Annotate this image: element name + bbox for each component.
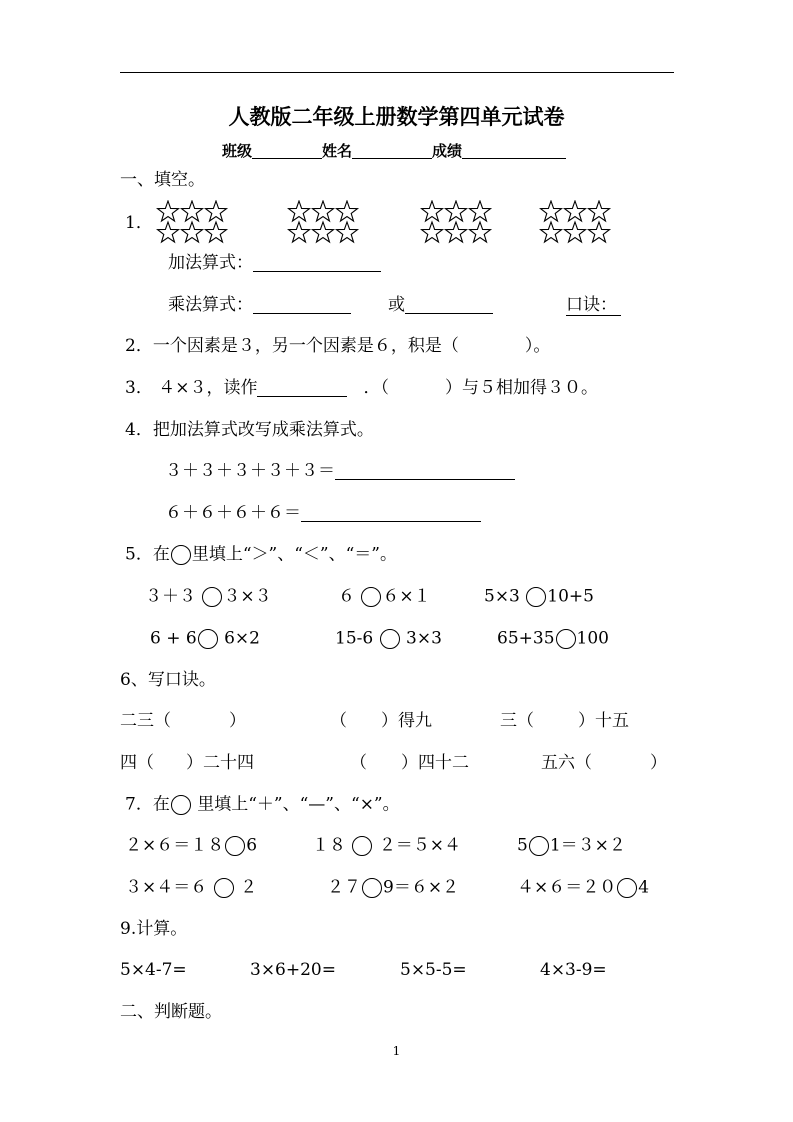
q7-text-end: 里填上“＋”、“—”、“×”。 [197,794,400,815]
class-blank[interactable] [252,142,322,159]
q3 [125,380,598,397]
star-icon [313,222,334,242]
multiply-blank-2[interactable] [405,297,493,314]
operator-circle[interactable] [214,878,234,898]
q7-left: １８ [312,835,346,856]
q7-right: 1＝３×２ [549,835,626,856]
q7-text: 7．在 [125,794,170,815]
q6-title: 6、写口诀。 [120,670,216,690]
q2-text: 2．一个因素是３，另一个因素是６，积是（ [125,336,459,356]
star-icon [541,222,562,242]
star-icon [422,201,443,221]
q9-item-1: 5×4-7= [120,960,187,980]
q5-right: ６×１ [382,586,431,607]
star-icon [182,222,203,242]
q6-text: （ [330,711,347,731]
star-icon [182,201,203,221]
q4-expr-1-text: ３＋３＋３＋３＋３＝ [165,461,335,481]
star-icon [206,222,227,242]
q6-text: ）四十二 [401,753,469,773]
q7-left: 5 [517,835,528,856]
section-1-title: 一、填空。 [120,170,205,190]
q6-r2-c [541,755,667,772]
operator-circle[interactable] [529,836,549,856]
star-icon [313,201,334,221]
star-group-2 [287,200,361,244]
q1-or-line [388,297,493,314]
rhyme-label[interactable]: 口诀： [566,295,621,316]
star-icon [422,222,443,242]
score-blank[interactable] [462,142,566,159]
q7-item-6 [517,878,649,898]
operator-circle[interactable] [617,878,637,898]
q7-item-3 [517,836,626,856]
q6-text: ）十五 [578,711,629,731]
circle-icon [171,795,191,815]
q6-text: ） [650,753,667,773]
q6-r2-b [350,755,469,772]
page-number: 1 [392,1044,401,1058]
q4-expr-2 [165,505,481,522]
q5-item-2 [338,587,431,607]
q1-addition-line [168,255,381,272]
operator-circle[interactable] [225,836,245,856]
multiply-blank-1[interactable] [253,297,351,314]
q3-read-blank[interactable] [257,380,347,397]
star-icon [337,222,358,242]
q7-right: 9＝６×２ [383,877,460,898]
page-title: 人教版二年级上册数学第四单元试卷 [228,104,565,129]
star-icon [289,201,310,221]
q7-item-4 [125,878,257,898]
star-icon [337,201,358,221]
info-line [222,142,566,159]
star-icon [289,222,310,242]
q6-r1-a [120,713,246,730]
q5-left: 15-6 [335,628,374,649]
q6-text: 五六（ [541,753,592,773]
q9-item-2: 3×6+20= [250,960,336,980]
star-icon [446,222,467,242]
q1-rhyme-line [566,297,621,314]
star-icon [589,201,610,221]
q7-right: 6 [246,835,258,856]
q5-left: ６ [338,586,355,607]
q5-left: 5×3 [484,586,520,607]
q5-title [125,545,397,565]
star-icon [470,201,491,221]
or-label: 或 [388,295,405,315]
score-label: 成绩 [432,142,463,160]
compare-circle[interactable] [380,629,400,649]
q5-item-4 [150,629,260,649]
q5-right: 3×3 [406,628,442,649]
q4-blank-1[interactable] [335,463,515,480]
q6-text: 三（ [500,711,534,731]
addition-blank[interactable] [253,255,381,272]
q5-right: 100 [576,628,609,649]
q5-left: 6 + 6 [150,628,197,649]
q3-paren-open: ．（ [363,378,389,398]
operator-circle[interactable] [352,836,372,856]
q5-item-6 [497,629,609,649]
q7-right: 4 [638,877,650,898]
star-icon [158,201,179,221]
q6-text: ）得九 [381,711,432,731]
q2-text-end: ）。 [524,336,551,356]
star-icon [470,222,491,242]
circle-icon [171,545,191,565]
class-label: 班级 [222,142,253,160]
star-icon [206,201,227,221]
star-group-1 [156,200,230,244]
star-icon [541,201,562,221]
q5-text-end: 里填上“＞”、“＜”、“＝”。 [191,544,397,565]
q4-blank-2[interactable] [301,505,481,522]
q6-text: 四（ [120,753,154,773]
header-rule [120,72,674,73]
q5-item-1 [145,587,272,607]
q7-left: ２７ [327,877,361,898]
q7-left: ３×４＝６ [125,877,208,898]
q7-item-5 [327,878,459,898]
q7-item-2 [312,836,461,856]
compare-circle[interactable] [556,629,576,649]
star-icon [565,222,586,242]
star-icon [446,201,467,221]
q4-title: 4．把加法算式改写成乘法算式。 [125,420,374,440]
q5-left: ３＋３ [145,586,196,607]
compare-circle[interactable] [361,587,381,607]
operator-circle[interactable] [362,878,382,898]
compare-circle[interactable] [526,587,546,607]
q6-r1-c [500,713,629,730]
q5-right: 10+5 [547,586,594,607]
star-group-4 [539,200,613,244]
q2 [125,338,550,355]
q5-item-3 [484,587,594,607]
q6-r1-b [330,713,432,730]
q6-text: ） [229,711,246,731]
q7-left: ４×６＝２０ [517,877,617,898]
star-icon [565,201,586,221]
q5-left: 65+35 [497,628,555,649]
q6-r2-a [120,755,254,772]
addition-label: 加法算式： [168,253,253,273]
multiply-label: 乘法算式： [168,295,253,315]
q3-text: 3． ４×３，读作 [125,378,258,398]
q1-multiply-line [168,297,351,314]
q9-title: 9.计算。 [120,919,188,939]
star-icon [158,222,179,242]
q9-item-4: 4×3-9= [540,960,607,980]
q4-expr-1 [165,463,515,480]
q6-text: 二三（ [120,711,171,731]
q7-item-1 [125,836,257,856]
star-group-3 [420,200,494,244]
compare-circle[interactable] [202,587,222,607]
q6-text: ）二十四 [186,753,254,773]
q5-right: ３×３ [223,586,272,607]
q7-left: ２×６＝１８ [125,835,225,856]
name-blank[interactable] [352,142,432,159]
section-2-title: 二、判断题。 [120,1002,222,1022]
q1-number: 1． [125,213,153,233]
q5-right: 6×2 [224,628,260,649]
q5-item-5 [335,629,442,649]
q3-text-end: ）与５相加得３０。 [444,378,598,398]
q7-right: ２ [240,877,258,898]
compare-circle[interactable] [198,629,218,649]
name-label: 姓名 [322,142,353,160]
star-icon [589,222,610,242]
q7-right: ２＝５×４ [378,835,462,856]
q6-text: （ [350,753,367,773]
q9-item-3: 5×5-5= [400,960,467,980]
q4-expr-2-text: ６＋６＋６＋６＝ [165,503,301,523]
q5-text: 5．在 [125,544,170,565]
q7-title [125,795,400,815]
